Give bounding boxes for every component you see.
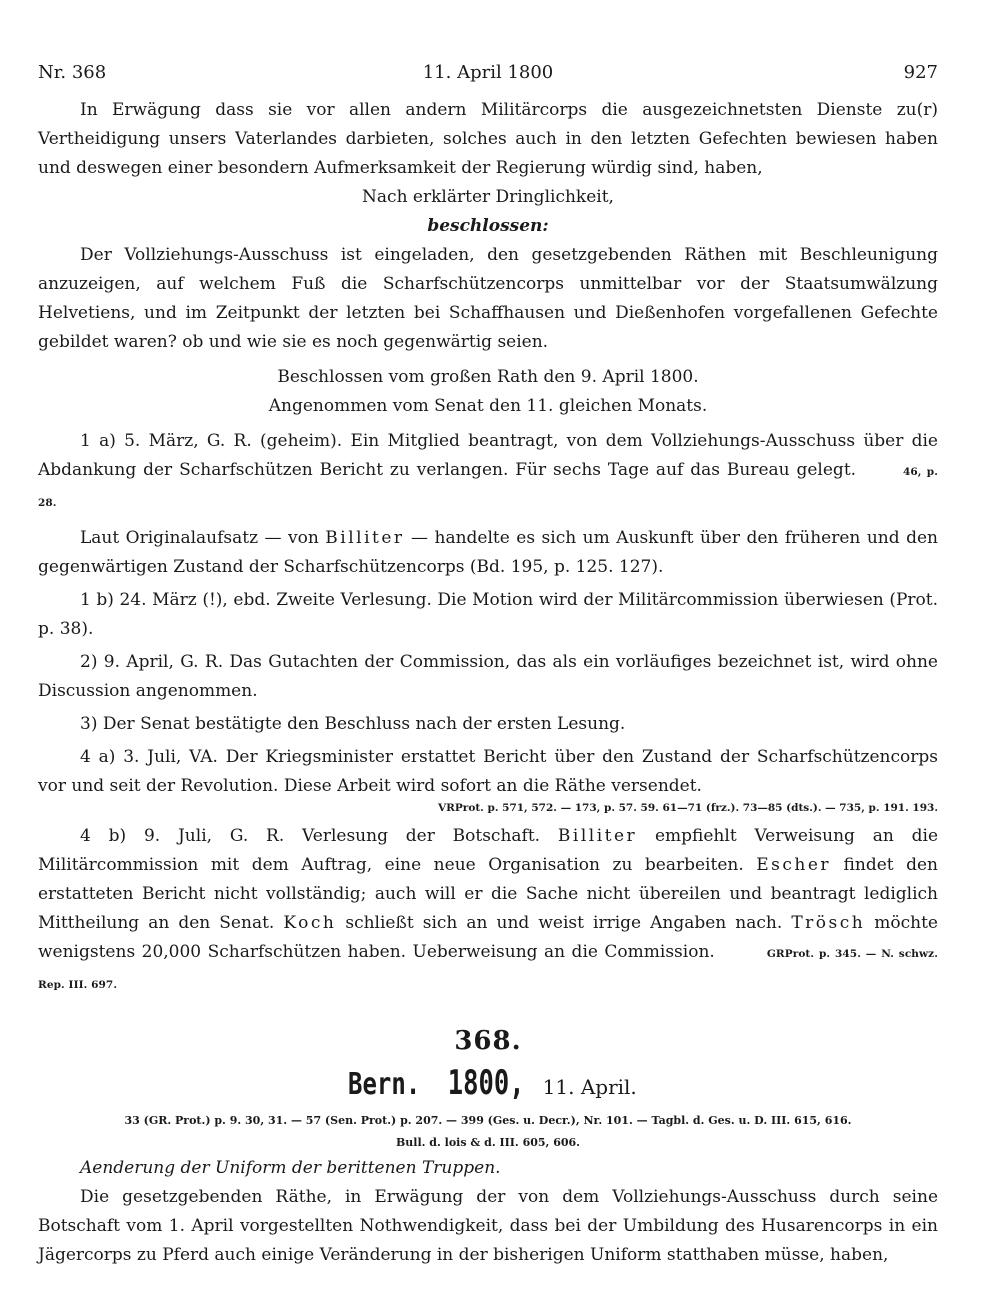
note-2: 2) 9. April, G. R. Das Gutachten der Commission, das als ein vorläufiges bezeichnet ist, wird ohne Discussion angenommen. [38,652,938,701]
note-1a [38,427,938,518]
heading-year: 1800, [447,1063,525,1103]
entry-subject: Aenderung der Uniform der berittenen Truppen. [80,1158,501,1178]
heading-date: 11. April. [542,1075,637,1099]
note-4a: 4 a) 3. Juli, VA. Der Kriegsminister erstattet Bericht über den Zustand der Scharfschützencorps vor und seit der Revolution. Diese Arbeit wird sofort an die Räthe versendet. [38,747,938,796]
page-number: 927 [903,62,938,83]
references-line-2: Bull. d. lois & d. III. 605, 606. [396,1136,580,1149]
note-1a-text: 1 a) 5. März, G. R. (geheim). Ein Mitglied beantragt, von dem Vollziehungs-Ausschuss über die Abdankung der Scharfschützen Bericht zu verlangen. Für sechs Tage auf das Bureau gelegt. [38,431,938,480]
resolved-heading: beschlossen: [427,216,549,236]
entry-number: Nr. 368 [38,62,107,83]
note-original-post: — handelte es sich um Auskunft über den früheren und den gegenwärtigen Zustand der Scharfschützencorps (Bd. 195, p. 125. 127). [38,528,938,577]
note-1b: 1 b) 24. März (!), ebd. Zweite Verlesung. Die Motion wird der Militärcommission überwiesen (Prot. p. 38). [38,590,938,639]
note-4b-part5: möchte wenigstens 20,000 Scharfschützen haben. Ueberweisung an die Commission. [38,913,938,962]
note-4b [38,822,938,1000]
note-4b-part1: 4 b) 9. Juli, G. R. Verlesung der Botschaft. [80,826,558,846]
note-4a-source: VRProt. p. 571, 572. — 173, p. 57. 59. 61—71 (frz.). 73—85 (dts.). — 735, p. 191. 193. [438,802,938,814]
header-date: 11. April 1800 [422,62,554,83]
note-1a-source: 46, p. 28. [38,466,939,509]
paragraph-uniform: Die gesetzgebenden Räthe, in Erwägung der von dem Vollziehungs-Ausschuss durch seine Botschaft vom 1. April vorgestellten Nothwendigkeit, dass bei der Umbildung des Husarencorps in ein Jägercorps zu Pferd auch einige Veränderung in der bisherigen Uniform statthaben müsse, haben, [38,1187,938,1265]
note-original [38,524,938,582]
page-body [38,96,938,1270]
entry-heading-number: 368. [454,1026,522,1056]
page-header [38,62,938,86]
adopted-senate: Angenommen vom Senat den 11. gleichen Monats. [268,396,708,416]
note-4b-part4: schließt sich an und weist irrige Angaben nach. [336,913,792,933]
note-4b-part3: findet den erstatteten Bericht nicht vollständig; auch will er die Sache nicht übereilen und beantragt lediglich Mittheilung an den Senat. [38,855,938,933]
paragraph-resolution: Der Vollziehungs-Ausschuss ist eingeladen, den gesetzgebenden Räthen mit Beschleunigung anzuzeigen, auf welchem Fuß die Scharfschützencorps unmittelbar vor der Staatsumwälzung Helvetiens, und im Zeitpunkt der letzten bei Schaffhausen und Dießenhofen vorgefallenen Gefechte gebildet waren? ob und wie sie es noch gegenwärtig seien. [38,245,938,352]
adopted-great-council: Beschlossen vom großen Rath den 9. April 1800. [277,367,699,387]
person-troesch: Trösch [791,913,866,933]
person-billiter: Billiter [325,528,405,548]
entry-heading-title [38,1062,938,1110]
note-4b-part2: empfiehlt Verweisung an die Militärcommission mit dem Auftrag, eine neue Organisation zu bearbeiten. [38,826,939,875]
person-koch: Koch [283,913,337,933]
urgency-line: Nach erklärter Dringlichkeit, [362,187,614,207]
references-line-1: 33 (GR. Prot.) p. 9. 30, 31. — 57 (Sen. Prot.) p. 207. — 399 (Ges. u. Decr.), Nr. 101. — Tagbl. d. Ges. u. D. III. 615, 616. [124,1114,852,1127]
heading-place: Bern. [348,1067,421,1102]
note-4b-source: GRProt. p. 345. — N. schwz. Rep. III. 697. [38,948,938,991]
paragraph-consideration: In Erwägung dass sie vor allen andern Militärcorps die ausgezeichnetsten Dienste zu(r) Vertheidigung unsers Vaterlandes darbieten, solches auch in den letzten Gefechten bewiesen haben und deswegen einer besondern Aufmerksamkeit der Regierung würdig sind, haben, [38,100,938,178]
note-original-pre: Laut Originalaufsatz — von [80,528,326,548]
person-escher: Escher [756,855,832,875]
note-3: 3) Der Senat bestätigte den Beschluss nach der ersten Lesung. [80,714,626,734]
person-billiter-2: Billiter [557,826,638,846]
